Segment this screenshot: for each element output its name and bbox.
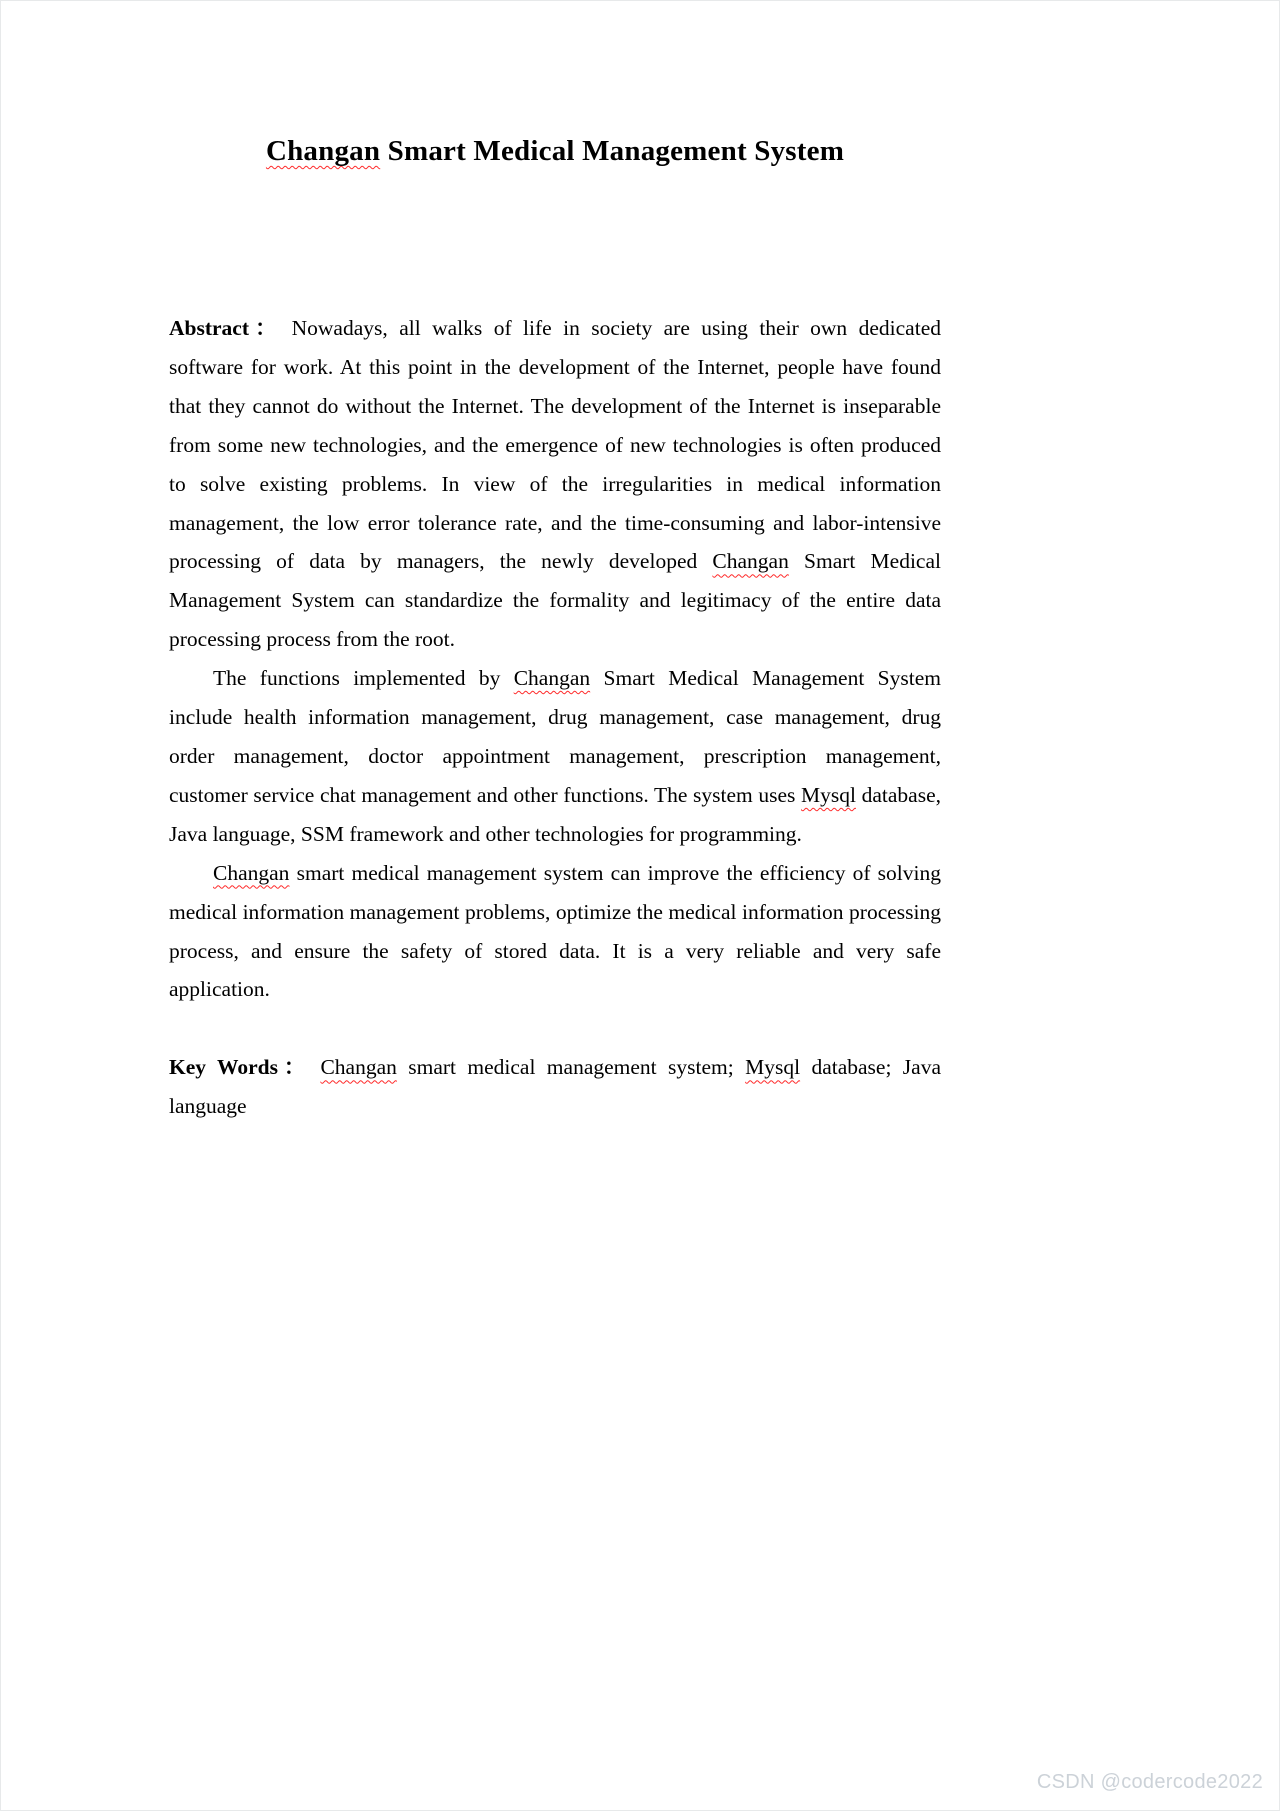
text-run: Smart Medical Management System [380,135,845,167]
misspelled-word: Changan [513,666,591,691]
abstract-label: Abstract： [169,316,283,340]
abstract-text [169,316,941,651]
keywords-label: Key Words： [169,1055,312,1080]
misspelled-word: Changan [712,549,789,574]
text-run: smart medical management system; [396,1055,746,1080]
document-content [169,1,941,1126]
text-run: Smart Medical Management System can standardize the formality and legitimacy of the entire data processing process from the root. [169,549,941,652]
body-paragraph [169,659,941,854]
misspelled-word: Mysql [801,782,856,807]
misspelled-word: Mysql [745,1055,801,1080]
text-run: database; Java language [169,1055,942,1119]
csdn-watermark: CSDN @codercode2022 [1036,1771,1263,1793]
misspelled-word: Changan [265,135,381,167]
misspelled-word: Changan [213,860,290,885]
text-run: smart medical management system can improve the efficiency of solving medical information management problems, optimize the medical information processing process, and ensure the safety of stored data. It is a very reliable and very safe application. [169,860,941,1002]
keywords-paragraph [169,1048,941,1126]
text-run: Nowadays, all walks of life in society are using their own dedicated software for work. At this point in the development of the Internet, people have found that they cannot do without the Internet. The development of the Internet is inseparable from some new technologies, and the emergence of new technologies is often produced to solve existing problems. In view of the irregularities in medical information management, the low error tolerance rate, and the time-consuming and labor-intensive processing of data by managers, the newly developed [169,316,941,574]
misspelled-word: Changan [320,1055,397,1080]
document-title [169,1,941,169]
text-run: Smart Medical Management System include health information management, drug management, case management, drug order management, doctor appointment management, prescription management, customer service chat management and other functions. The system uses [169,666,941,807]
abstract-paragraph [169,309,941,659]
text-run: The functions implemented by [213,666,514,691]
text-run: database, Java language, SSM framework and other technologies for programming. [169,782,941,846]
body-paragraph [169,854,941,1010]
document-body [169,309,941,1126]
